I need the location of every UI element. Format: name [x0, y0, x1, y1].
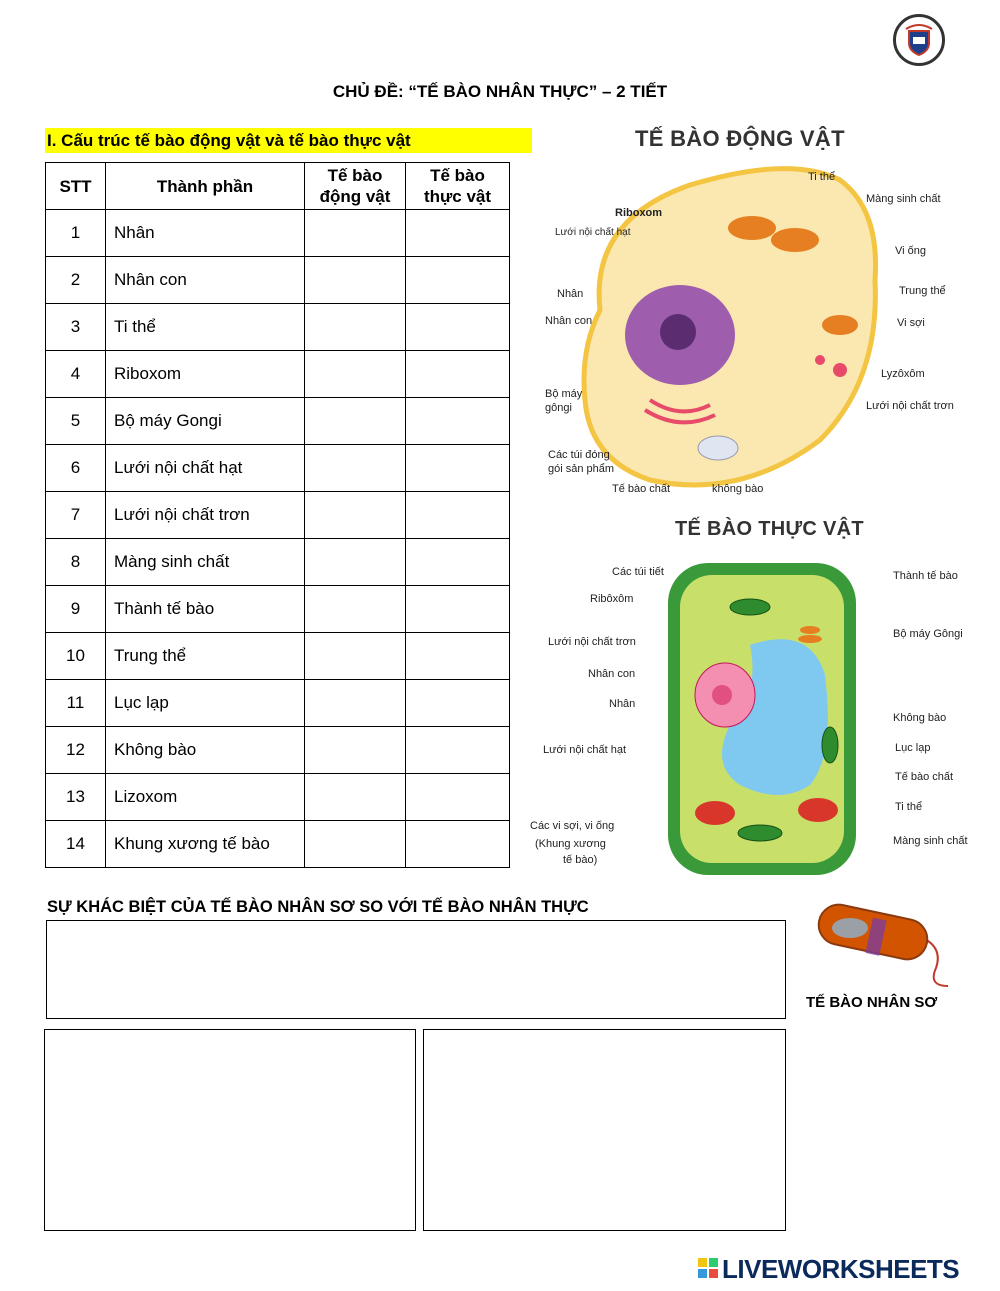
- prokaryote-label: TẾ BÀO NHÂN SƠ: [806, 994, 938, 1011]
- plant-label-cytoplasm: Tế bào chất: [895, 771, 954, 783]
- plant-cell-answer-cell[interactable]: [406, 398, 510, 445]
- plant-label-nucleus: Nhân: [609, 698, 636, 710]
- animal-label-ribosome: Riboxom: [615, 207, 663, 219]
- row-component-name: Nhân con: [106, 257, 305, 304]
- animal-mito-shape: [771, 228, 819, 252]
- plant-label-secretory: Các túi tiết: [612, 566, 664, 578]
- plant-golgi-shape: [798, 635, 822, 643]
- plant-cell-title: TẾ BÀO THỰC VẬT: [675, 518, 864, 540]
- row-component-name: Lizoxom: [106, 774, 305, 821]
- animal-cell-answer-cell[interactable]: [305, 680, 406, 727]
- animal-label-rough-er: Lưới nội chất hạt: [555, 227, 631, 238]
- answer-box-left[interactable]: [44, 1029, 416, 1231]
- prokaryote-nucleoid-shape: [832, 918, 868, 938]
- plant-chloroplast-shape: [822, 727, 838, 763]
- row-component-name: Lưới nội chất hạt: [106, 445, 305, 492]
- table-row: [46, 210, 510, 257]
- animal-cell-answer-cell[interactable]: [305, 586, 406, 633]
- animal-label-nucleolus: Nhân con: [545, 315, 593, 327]
- animal-label-microfilament: Vi sợi: [897, 317, 925, 329]
- row-stt: 5: [46, 398, 106, 445]
- header-plant-line2: thực vật: [423, 187, 492, 206]
- table-header-row: [46, 163, 510, 210]
- plant-label-vacuole: Không bào: [893, 712, 947, 724]
- table-row: [46, 539, 510, 586]
- animal-cell-answer-cell[interactable]: [305, 492, 406, 539]
- row-stt: 9: [46, 586, 106, 633]
- table-row: [46, 727, 510, 774]
- plant-label-wall: Thành tế bào: [893, 570, 958, 582]
- prokaryote-image: [808, 898, 958, 990]
- header-plant-line1: Tế bào: [430, 166, 485, 185]
- table-row: [46, 774, 510, 821]
- section-heading: I. Cấu trúc tế bào động vật và tế bào thực vật: [45, 128, 532, 153]
- row-stt: 3: [46, 304, 106, 351]
- plant-cell-answer-cell[interactable]: [406, 539, 510, 586]
- animal-lysosome-shape: [833, 363, 847, 377]
- row-component-name: Lục lạp: [106, 680, 305, 727]
- table-row: [46, 351, 510, 398]
- animal-label-membrane: Màng sinh chất: [866, 193, 941, 205]
- plant-label-cytoskeleton-1: Các vi sợi, vi ống: [530, 820, 615, 832]
- row-component-name: Thành tế bào: [106, 586, 305, 633]
- row-stt: 6: [46, 445, 106, 492]
- row-stt: 2: [46, 257, 106, 304]
- header-plant-cell: [406, 163, 510, 210]
- animal-cell-answer-cell[interactable]: [305, 774, 406, 821]
- header-animal-line1: Tế bào: [327, 166, 383, 185]
- table-row: [46, 633, 510, 680]
- animal-label-golgi-1: Bộ máy: [545, 388, 583, 400]
- animal-cell-answer-cell[interactable]: [305, 351, 406, 398]
- table-row: [46, 821, 510, 868]
- row-component-name: Khung xương tế bào: [106, 821, 305, 868]
- row-stt: 13: [46, 774, 106, 821]
- table-row: [46, 680, 510, 727]
- table-row: [46, 257, 510, 304]
- animal-cell-answer-cell[interactable]: [305, 257, 406, 304]
- shield-icon: [896, 17, 942, 63]
- plant-mito-shape: [695, 801, 735, 825]
- row-component-name: Ti thể: [106, 304, 305, 351]
- header-animal-cell: [305, 163, 406, 210]
- animal-mito-shape: [728, 216, 776, 240]
- plant-cell-answer-cell[interactable]: [406, 351, 510, 398]
- plant-cell-answer-cell[interactable]: [406, 821, 510, 868]
- row-component-name: Trung thể: [106, 633, 305, 680]
- plant-cell-answer-cell[interactable]: [406, 445, 510, 492]
- plant-cell-answer-cell[interactable]: [406, 586, 510, 633]
- plant-label-nucleolus: Nhân con: [588, 668, 636, 680]
- plant-cell-answer-cell[interactable]: [406, 727, 510, 774]
- animal-label-mitochondria: Ti thể: [808, 171, 836, 183]
- animal-cell-answer-cell[interactable]: [305, 398, 406, 445]
- animal-label-golgi-2: gôngi: [545, 402, 572, 414]
- answer-box-right[interactable]: [423, 1029, 786, 1231]
- liveworksheets-logo-icon: [698, 1258, 718, 1278]
- header-stt: STT: [46, 163, 106, 210]
- animal-label-vesicles-2: gói sản phẩm: [548, 463, 615, 475]
- animal-label-smooth-er: Lưới nội chất trơn: [866, 400, 954, 412]
- row-component-name: Nhân: [106, 210, 305, 257]
- plant-mito-shape: [798, 798, 838, 822]
- plant-label-smooth-er: Lưới nội chất trơn: [548, 636, 636, 648]
- animal-vacuole-shape: [698, 436, 738, 460]
- table-row: [46, 445, 510, 492]
- plant-label-cytoskeleton-3: tế bào): [563, 854, 598, 866]
- table-row: [46, 586, 510, 633]
- row-component-name: Riboxom: [106, 351, 305, 398]
- animal-lysosome-shape: [815, 355, 825, 365]
- animal-label-microtubule: Vi ống: [895, 245, 926, 257]
- row-stt: 1: [46, 210, 106, 257]
- row-stt: 8: [46, 539, 106, 586]
- animal-cell-answer-cell[interactable]: [305, 445, 406, 492]
- animal-label-vesicles-1: Các túi đóng: [548, 449, 610, 461]
- plant-cell-answer-cell[interactable]: [406, 633, 510, 680]
- row-component-name: Không bào: [106, 727, 305, 774]
- plant-label-mitochondria: Ti thể: [895, 801, 923, 813]
- row-stt: 10: [46, 633, 106, 680]
- plant-label-cytoskeleton-2: (Khung xương: [535, 838, 606, 850]
- plant-label-golgi: Bộ máy Gôngi: [893, 628, 963, 640]
- animal-label-cytoplasm: Tế bào chất: [612, 483, 671, 495]
- components-table: [45, 162, 510, 868]
- row-component-name: Lưới nội chất trơn: [106, 492, 305, 539]
- school-logo: [893, 14, 945, 66]
- animal-cell-answer-cell[interactable]: [305, 727, 406, 774]
- plant-chloroplast-shape: [738, 825, 782, 841]
- animal-label-nucleus: Nhân: [557, 288, 584, 300]
- animal-cell-answer-cell[interactable]: [305, 821, 406, 868]
- row-stt: 4: [46, 351, 106, 398]
- table-row: [46, 304, 510, 351]
- row-stt: 12: [46, 727, 106, 774]
- plant-chloroplast-shape: [730, 599, 770, 615]
- animal-cell-title: TẾ BÀO ĐỘNG VẬT: [635, 126, 845, 151]
- animal-label-lysosome: Lyzôxôm: [881, 368, 925, 380]
- plant-cell-answer-cell[interactable]: [406, 210, 510, 257]
- plant-cell-answer-cell[interactable]: [406, 774, 510, 821]
- animal-label-vacuole: không bào: [712, 483, 764, 495]
- plant-cell-answer-cell[interactable]: [406, 304, 510, 351]
- plant-label-ribosome: Ribôxôm: [590, 593, 634, 605]
- plant-label-rough-er: Lưới nội chất hạt: [543, 744, 627, 756]
- liveworksheets-brand: LIVEWORKSHEETS: [722, 1254, 960, 1284]
- row-component-name: Màng sinh chất: [106, 539, 305, 586]
- table-row: [46, 398, 510, 445]
- header-component: Thành phần: [106, 163, 305, 210]
- row-stt: 7: [46, 492, 106, 539]
- page-title: CHỦ ĐỀ: “TẾ BÀO NHÂN THỰC” – 2 TIẾT: [332, 82, 668, 101]
- row-component-name: Bộ máy Gongi: [106, 398, 305, 445]
- animal-label-centrosome: Trung thể: [899, 285, 946, 297]
- plant-label-membrane: Màng sinh chất: [893, 835, 968, 847]
- animal-cell-answer-cell[interactable]: [305, 539, 406, 586]
- plant-cell-answer-cell[interactable]: [406, 680, 510, 727]
- animal-cell-answer-cell[interactable]: [305, 633, 406, 680]
- plant-cell-answer-cell[interactable]: [406, 492, 510, 539]
- animal-nucleolus-shape: [660, 314, 696, 350]
- animal-mito-shape: [822, 315, 858, 335]
- plant-cell-diagram: [660, 555, 865, 885]
- plant-nucleolus-shape: [712, 685, 732, 705]
- difference-heading: SỰ KHÁC BIỆT CỦA TẾ BÀO NHÂN SƠ SO VỚI TẾ BÀO NHÂN THỰC: [47, 898, 589, 916]
- difference-answer-box[interactable]: [46, 920, 786, 1019]
- header-animal-line2: động vật: [319, 187, 391, 206]
- row-stt: 11: [46, 680, 106, 727]
- animal-cell-answer-cell[interactable]: [305, 210, 406, 257]
- plant-golgi-shape: [800, 626, 820, 634]
- table-row: [46, 492, 510, 539]
- plant-label-chloroplast: Lục lạp: [895, 742, 931, 754]
- animal-cell-answer-cell[interactable]: [305, 304, 406, 351]
- row-stt: 14: [46, 821, 106, 868]
- plant-cell-answer-cell[interactable]: [406, 257, 510, 304]
